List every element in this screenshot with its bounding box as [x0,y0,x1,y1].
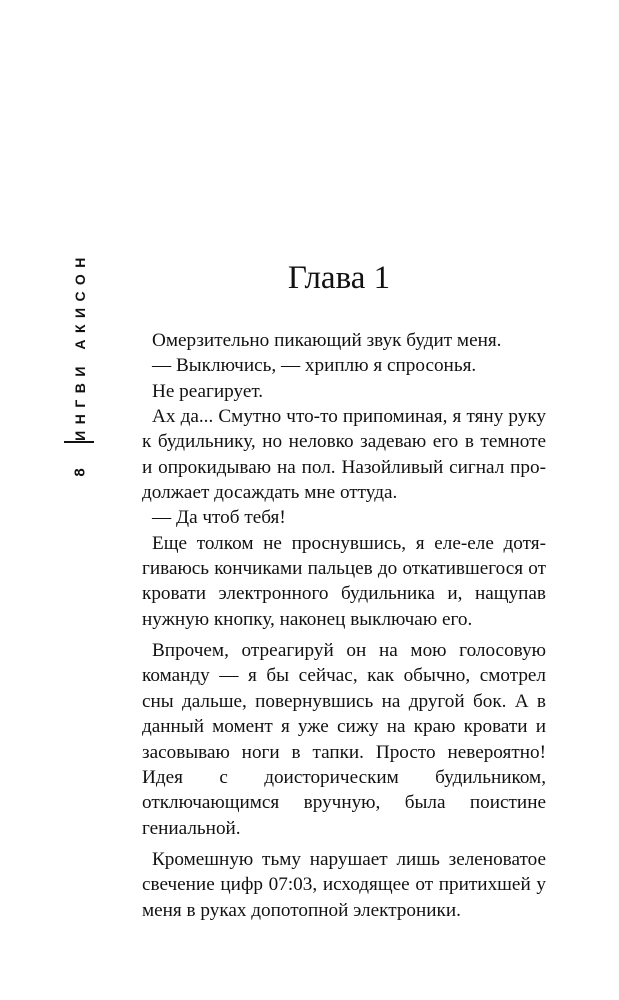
paragraph: Ах да... Смутно что-то припоминая, я тяну руку к будильнику, но неловко задеваю его в темноте и опрокидываю на пол. Назойливый сигнал продолжает досаждать мне оттуда. [142,406,546,504]
paragraph: — Выключись, — хриплю я спросонья. [152,355,477,377]
author-name: ИНГВИ АКИСОН [72,251,88,441]
paragraph: Еще толком не проснувшись, я еле-еле дотягиваюсь кончиками пальцев до откатившегося от кровати электронного будильника и, нащупав нужную кнопку, наконец выключаю его. [142,532,546,630]
paragraph: Впрочем, отреагируй он на мою голосовую команду — я бы сейчас, как обычно, смотрел сны дальше, повернувшись на другой бок. А в данный момент я уже сижу на краю кровати и засовываю ноги в тапки. Просто невероятно! Идея с доисторическим будильником, отключающимся вручную, была поистине гениальной. [142,640,546,839]
chapter-title: Глава 1 [287,260,391,296]
paragraph: Кромешную тьму нарушает лишь зеленоватое свечение цифр 07:03, исходящее от притихшей у меня в руках допотопной электроники. [142,848,546,921]
paragraph: Не реагирует. [152,380,264,402]
running-header-author [70,251,90,441]
page-number: 8 [71,467,89,477]
running-header-divider [64,441,94,443]
chapter-body [142,328,546,923]
paragraph: Омерзительно пикающий звук будит меня. [152,330,502,351]
paragraph: — Да чтоб тебя! [152,507,286,529]
running-header-page [70,458,90,486]
